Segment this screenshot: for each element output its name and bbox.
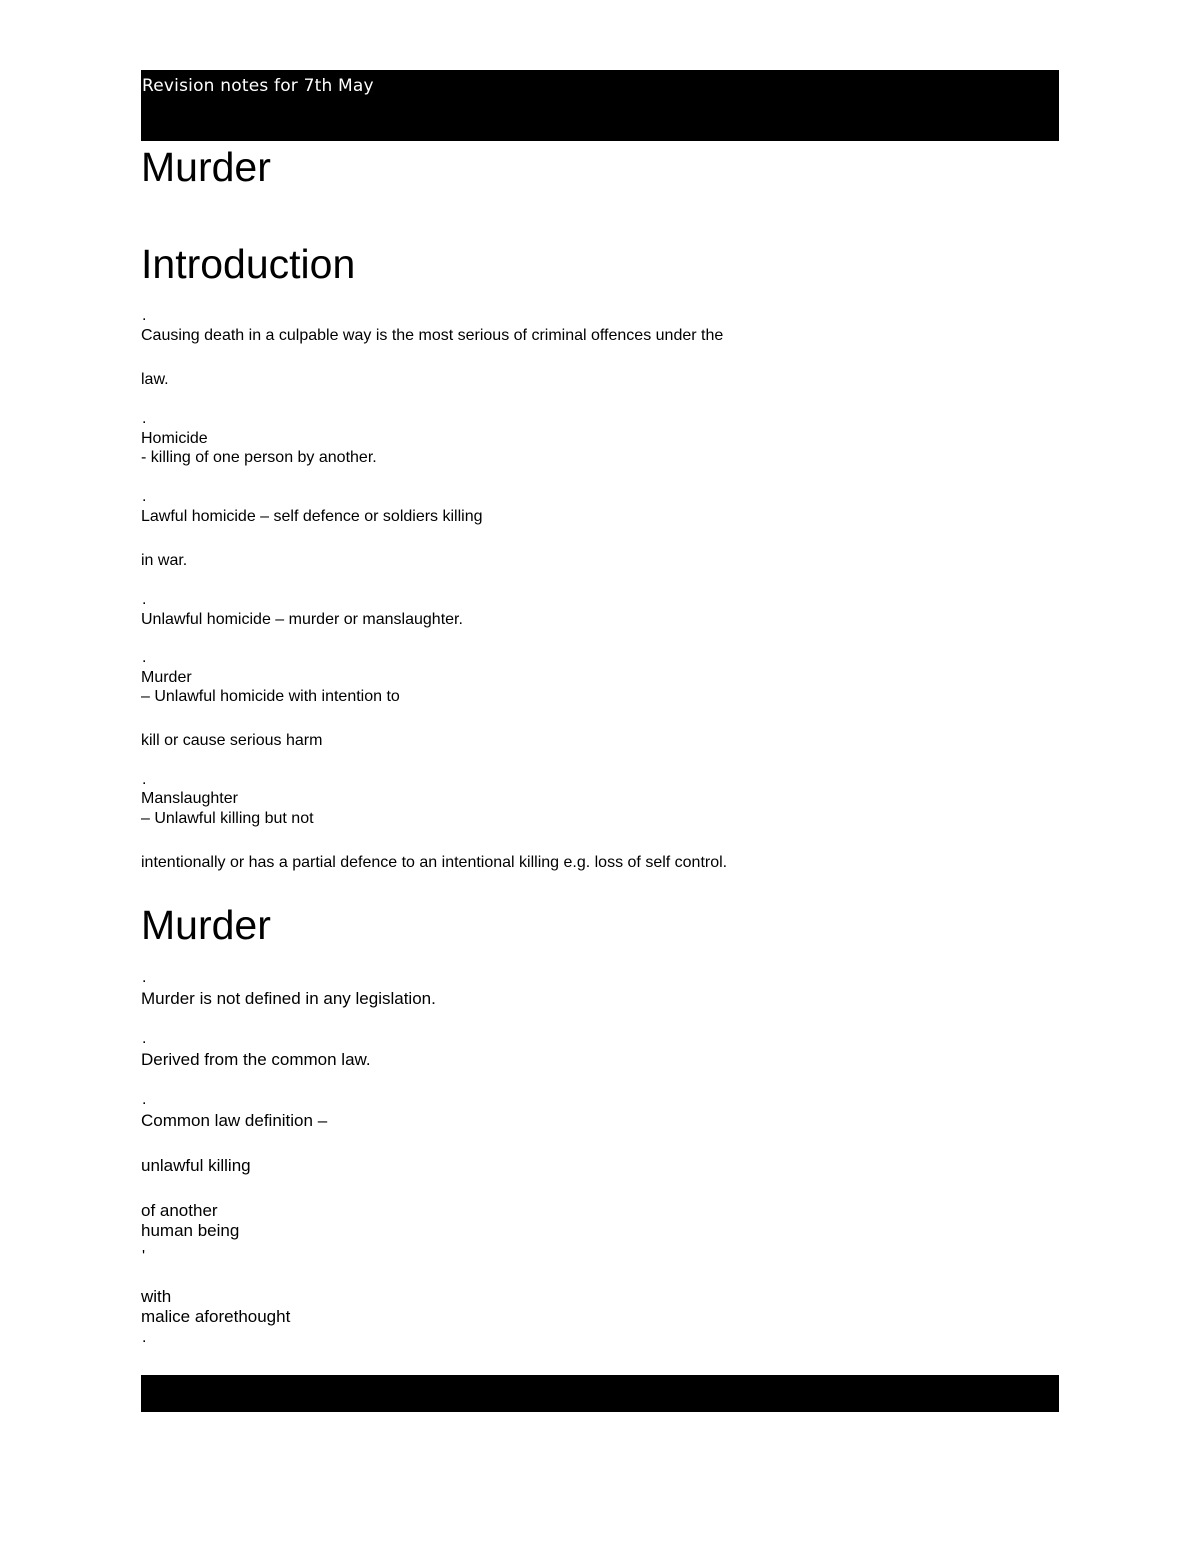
murder-line: with [141,1287,172,1306]
intro-line: Murder [141,669,192,686]
bullet: . [142,307,147,324]
intro-line: – Unlawful homicide with intention to [141,688,400,705]
bullet: . [142,969,147,986]
header-title: Revision notes for 7th May [142,76,374,96]
bullet: . [142,1091,147,1108]
intro-line: Lawful homicide – self defence or soldiers killing [141,508,483,525]
bullet: . [142,488,147,505]
murder-line: Murder is not defined in any legislation. [141,989,436,1008]
footer-bar [141,1375,1059,1412]
murder-line: malice aforethought [141,1307,291,1326]
murder-line: Common law definition – [141,1111,328,1130]
bullet: . [142,591,147,608]
intro-line: Homicide [141,430,208,447]
intro-line: - killing of one person by another. [141,449,377,466]
bullet: . [142,410,147,427]
murder-line: Derived from the common law. [141,1050,371,1069]
intro-line: Manslaughter [141,790,238,807]
heading-introduction: Introduction [141,241,356,287]
intro-line: Causing death in a culpable way is the most serious of criminal offences under the [141,327,724,344]
heading-murder: Murder [141,144,271,190]
intro-line: in war. [141,552,188,569]
murder-line: unlawful killing [141,1156,251,1175]
intro-line: law. [141,371,169,388]
intro-line: intentionally or has a partial defence to an intentional killing e.g. loss of self control. [141,854,728,871]
intro-line: kill or cause serious harm [141,732,323,749]
period-mark: . [142,1329,147,1346]
murder-line: human being [141,1221,240,1240]
bullet: . [142,1030,147,1047]
comma-mark: ' [142,1248,146,1265]
intro-line: – Unlawful killing but not [141,810,314,827]
header-bar [141,70,1059,141]
murder-line: of another [141,1201,218,1220]
intro-line: Unlawful homicide – murder or manslaughter. [141,611,463,628]
bullet: . [142,649,147,666]
heading-murder-2: Murder [141,902,271,948]
bullet: . [142,771,147,788]
